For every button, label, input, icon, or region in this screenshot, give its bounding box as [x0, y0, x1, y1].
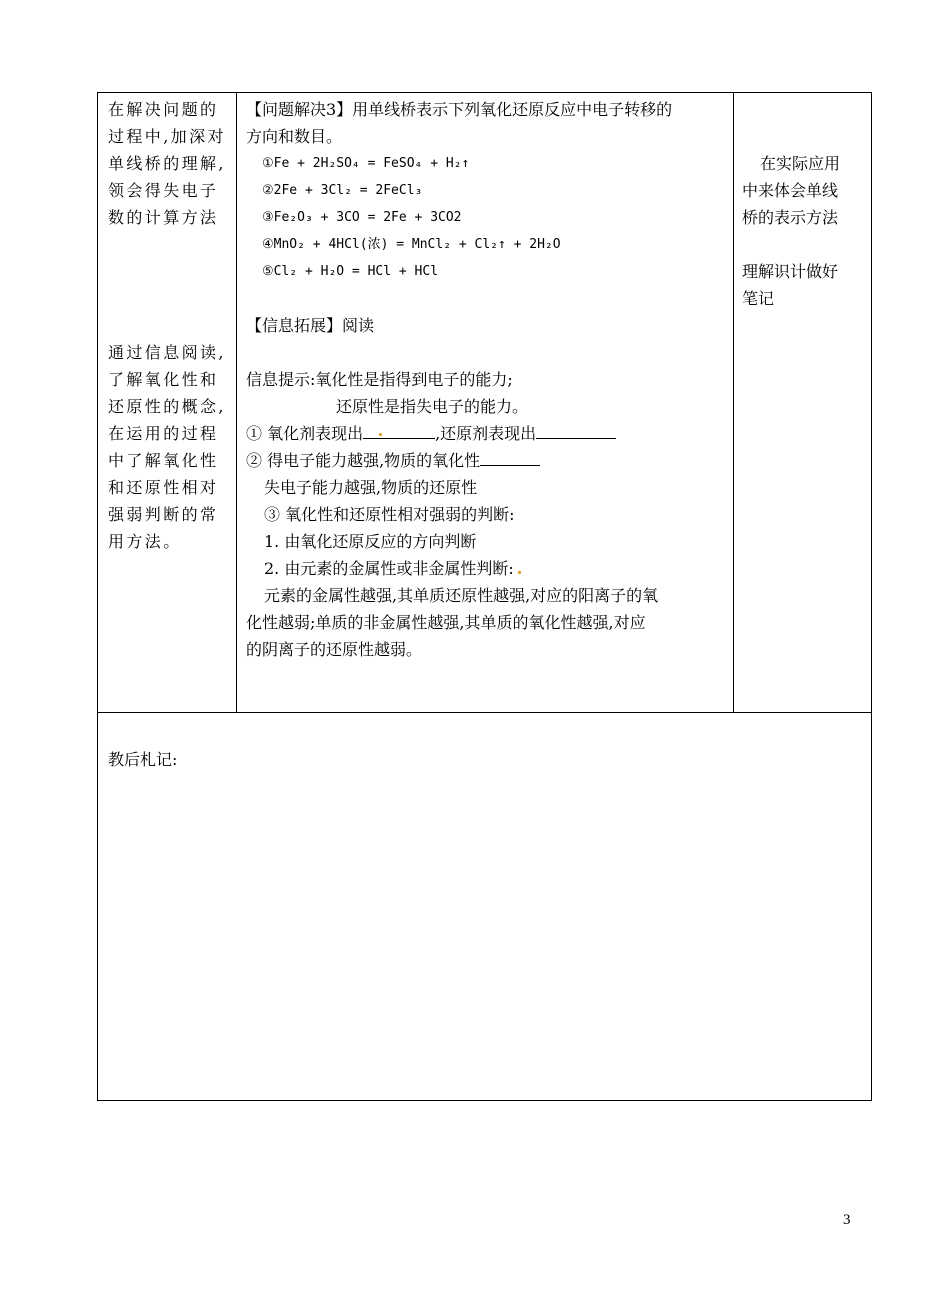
answer-blank-reductant[interactable] — [536, 420, 616, 439]
equation-4: ④MnO₂ + 4HCl(浓) = MnCl₂ + Cl₂↑ + 2H₂O — [262, 237, 561, 252]
page-number: 3 — [843, 1212, 851, 1228]
mark-dot — [518, 571, 521, 574]
problem-title-cont: 方向和数目。 — [246, 127, 343, 146]
mark-dot — [379, 433, 382, 436]
equation-1: ①Fe + 2H₂SO₄ = FeSO₄ + H₂↑ — [262, 156, 470, 171]
objective-line: 数的计算方法 — [108, 208, 219, 227]
activity-line: 中来体会单线 — [742, 181, 839, 200]
table-border-left — [97, 92, 98, 1101]
activity-line: 在实际应用 — [760, 154, 841, 173]
objective-line: 通过信息阅读, — [108, 343, 226, 362]
info-hint-2: 还原性是指失电子的能力。 — [336, 397, 529, 416]
objective-line: 了解氧化性和 — [108, 370, 219, 389]
table-border-bottom — [97, 1100, 872, 1101]
info-title: 【信息拓展】阅读 — [246, 316, 375, 335]
answer-blank-oxidizing[interactable] — [480, 447, 540, 466]
explanation-line-2: 化性越弱;单质的非金属性越强,其单质的氧化性越强,对应 — [246, 613, 646, 632]
col-divider-1 — [236, 92, 237, 712]
objective-line: 用方法。 — [108, 532, 182, 551]
activity-line: 笔记 — [742, 289, 775, 308]
objective-line: 还原性的概念, — [108, 397, 226, 416]
question-3: 失电子能力越强,物质的还原性 — [264, 478, 478, 497]
objective-column — [108, 96, 228, 555]
info-hint-1: 信息提示:氧化性是指得到电子的能力; — [246, 370, 513, 389]
objective-line: 强弱判断的常 — [108, 505, 219, 524]
question-2-text: ② 得电子能力越强,物质的氧化性 — [246, 451, 481, 470]
post-lesson-notes-label: 教后札记: — [108, 750, 178, 769]
col-divider-2 — [733, 92, 734, 712]
equation-5: ⑤Cl₂ + H₂O = HCl + HCl — [262, 264, 439, 279]
question-1-text-a: ① 氧化剂表现出 — [246, 424, 364, 443]
objective-line: 和还原性相对 — [108, 478, 219, 497]
content-column — [246, 96, 728, 663]
row-divider — [97, 712, 872, 713]
activity-column — [742, 150, 858, 312]
equation-3: ③Fe₂O₃ + 3CO = 2Fe + 3CO2 — [262, 210, 462, 225]
objective-line: 在解决问题的 — [108, 100, 219, 119]
answer-blank-oxidant[interactable] — [363, 420, 435, 439]
activity-line: 理解识计做好 — [742, 262, 839, 281]
table-border-right — [871, 92, 872, 1101]
equation-2: ②2Fe + 3Cl₂ = 2FeCl₃ — [262, 183, 423, 198]
explanation-line-3: 的阴离子的还原性越弱。 — [246, 640, 423, 659]
activity-line: 桥的表示方法 — [742, 208, 839, 227]
question-1-text-b: ,还原剂表现出 — [435, 424, 537, 443]
objective-line: 领会得失电子 — [108, 181, 219, 200]
objective-line: 在运用的过程 — [108, 424, 219, 443]
problem-title: 【问题解决3】用单线桥表示下列氧化还原反应中电子转移的 — [246, 100, 673, 119]
question-4: ③ 氧化性和还原性相对强弱的判断: — [264, 505, 515, 524]
method-2 — [246, 555, 728, 582]
objective-line: 单线桥的理解, — [108, 154, 226, 173]
table-border-top — [97, 92, 872, 93]
explanation-line-1: 元素的金属性越强,其单质还原性越强,对应的阳离子的氧 — [264, 586, 659, 605]
objective-line: 中了解氧化性 — [108, 451, 219, 470]
method-2-text: 2. 由元素的金属性或非金属性判断: — [264, 559, 514, 578]
question-1 — [246, 420, 728, 447]
method-1: 1. 由氧化还原反应的方向判断 — [264, 532, 477, 551]
question-2 — [246, 447, 728, 474]
objective-line: 过程中,加深对 — [108, 127, 226, 146]
